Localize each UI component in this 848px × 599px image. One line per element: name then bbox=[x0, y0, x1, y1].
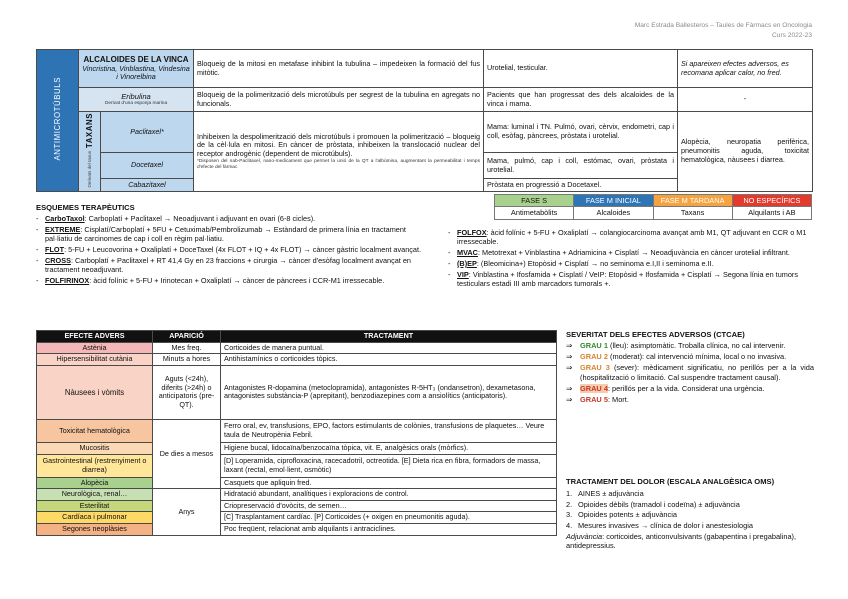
effect-hipersensibilitat: Hipersensibilitat cutània bbox=[37, 354, 153, 366]
effect-mucositis: Mucositis bbox=[37, 442, 153, 454]
treatment-hematologica: Ferro oral, ev, transfusions, EPO, factors estimulants de colònies, transfusions de plaquetes… Veure taula de Neutropènia Febril. bbox=[221, 419, 557, 442]
treatment-astenia: Corticoides de manera puntual. bbox=[221, 342, 557, 354]
effect-hematologica: Toxicitat hematològica bbox=[37, 419, 153, 442]
taxans-mechanism: Inhibeixen la despolimerització dels microtúbuls i promouen la polimerització – bloqueig de la cèl·lula en mitosi. En càncer de pròstata, inhibeixen la translocació nuclear del receptor androgènic (dependent de microtúbuls). *Disposen del nab-Paclitaxel, nano-medicament que permet la unió de la QT a l'albúmina, augmentant la permeabilitat i temps d'efecte del fàrmac bbox=[194, 112, 484, 192]
col-header-treatment: TRACTAMENT bbox=[221, 331, 557, 343]
treatment-alopecia: Casquets que apliquin fred. bbox=[221, 477, 557, 489]
effect-esterilitat: Esterilitat bbox=[37, 500, 153, 512]
legend-value-antimetabolits: Antimetabòlits bbox=[495, 207, 574, 219]
pain-list bbox=[566, 489, 814, 552]
treatment-neoplasies: Poc freqüent, relacionat amb alquilants i antraciclines. bbox=[221, 524, 557, 536]
esquemes-title: ESQUEMES TERAPÈUTICS bbox=[36, 203, 135, 212]
antimicrotubuls-group-label: ANTIMICROTÚBULS bbox=[37, 50, 79, 192]
list-item: - (B)EP: (Bleomicina+) Etopòsid + Cisplatí → no seminoma e.I,II i seminoma e.II. bbox=[448, 259, 814, 268]
taxans-label: TAXANS Derivats del taxus bbox=[79, 112, 101, 192]
pain-title: TRACTAMENT DEL DOLOR (ESCALA ANALGÈSICA OMS) bbox=[566, 477, 775, 486]
vinca-note: Si apareixen efectes adversos, es recomana aplicar calor, no fred. bbox=[678, 50, 813, 88]
effect-cardiaca: Cardíaca i pulmonar bbox=[37, 512, 153, 524]
treatment-cardiaca: [C] Trasplantament cardíac. [P] Corticoides (+ oxigen en pneumonitis aguda). bbox=[221, 512, 557, 524]
effect-neurologica: Neurològica, renal… bbox=[37, 489, 153, 501]
legend-header-no-especifics: NO ESPECÍFICS bbox=[732, 195, 811, 207]
onset-astenia: Mes freq. bbox=[153, 342, 221, 354]
list-item: - CROSS: Carboplatí + Paclitaxel + RT 41,4 Gy en 23 fraccions + cirurgia → càncer d'esòfag localment avançat en tractament neoadjuvant. bbox=[36, 256, 426, 275]
onset-nausees: Aguts (<24h), diferits (>24h) o anticipatoris (pre-QT). bbox=[153, 365, 221, 419]
legend-header-fase-s: FASE S bbox=[495, 195, 574, 207]
eribulina-cell: Eribulina Derivat d'una esponja marina bbox=[79, 88, 194, 112]
treatment-mucositis: Higiene bucal, lidocaïna/benzocaïna tòpica, vit. E, analgèsics orals (mòrfics). bbox=[221, 442, 557, 454]
eribulina-indication: Pacients que han progressat des dels alcaloides de la vinca i mama. bbox=[484, 88, 678, 112]
col-header-effect: EFECTE ADVERS bbox=[37, 331, 153, 343]
list-item: ⇒ GRAU 1 (lleu): asimptomàtic. Troballa clínica, no cal intervenir. bbox=[566, 341, 786, 350]
adverse-effects-table bbox=[36, 330, 557, 536]
author-line: Marc Estrada Ballesteros – Taules de Fàrmacs en Oncologia bbox=[634, 22, 812, 29]
list-item: - CarboTaxol: Carboplatí + Paclitaxel → Neoadjuvant i adjuvant en ovari (6-8 cicles). bbox=[36, 214, 426, 223]
effect-alopecia: Alopècia bbox=[37, 477, 153, 489]
treatment-gastrointestinal: [D] Loperamida, ciprofloxacina, racecadotril, octreotida. [E] Dieta rica en fibra, formadors de massa, laxant (rectal, emol·lient, osmòtic) bbox=[221, 454, 557, 477]
eribulina-mechanism: Bloqueig de la polimerització dels microtúbuls per segrest de la tubulina en agregats no funcionals. bbox=[194, 88, 484, 112]
effect-gastrointestinal: Gastrointestinal (restrenyiment o diarrea) bbox=[37, 454, 153, 477]
legend-value-alquilants: Alquilants i AB bbox=[732, 207, 811, 219]
vinca-indication: Urotelial, testicular. bbox=[484, 50, 678, 88]
cabazitaxel-indication: Pròstata en progressió a Docetaxel. bbox=[484, 179, 678, 192]
effect-nausees: Nàusees i vòmits bbox=[37, 365, 153, 419]
treatment-nausees: Antagonistes R-dopamina (metoclopramida), antagonistes R-5HT₃ (ondansetron), dexametasona, antagonistes substància-P (aprepitant), benzodiazepines com a ansiolítics (anticipatoris). bbox=[221, 365, 557, 419]
ctcae-title: SEVERITAT DELS EFECTES ADVERSOS (CTCAE) bbox=[566, 330, 745, 339]
list-item: - MVAC: Metotrexat + Vinblastina + Adriamicina + Cisplatí → Neoadjuvància en càncer urotelial infiltrant. bbox=[448, 248, 814, 257]
list-item: ⇒ GRAU 5: Mort. bbox=[566, 395, 629, 405]
onset-years: Anys bbox=[153, 489, 221, 536]
vinca-cell: ALCALOIDES DE LA VINCA Vincristina, Vinblastina, Vindesina i Vinorelbina bbox=[79, 50, 194, 88]
cabazitaxel-cell: Cabazitaxel bbox=[101, 179, 194, 192]
list-item: 4. Mesures invasives → clínica de dolor i anestesiologia bbox=[566, 520, 753, 530]
list-item: - FOLFIRINOX: àcid folínic + 5-FU + Irinotecan + Oxaliplatí → càncer de pàncrees i CCR-M1 irressecable. bbox=[36, 276, 426, 285]
treatment-esterilitat: Criopreservació d'ovòcits, de semen… bbox=[221, 500, 557, 512]
legend-header-fase-m-tardana: FASE M TARDANA bbox=[653, 195, 732, 207]
list-item: - FLOT: 5-FU + Leucovorina + Oxaliplatí + DoceTaxel (4x FLOT + IQ + 4x FLOT) → càncer gàstric localment avançat. bbox=[36, 245, 426, 254]
list-item: 1. AINES ± adjuvància bbox=[566, 489, 644, 498]
esquemes-left-list bbox=[36, 214, 426, 287]
effect-astenia: Astènia bbox=[37, 342, 153, 354]
list-item: ⇒ GRAU 3 (sever): mèdicament significatiu, no perillós per a la vida (hospitalització o limitació. Cal suspendre tractament causal). bbox=[566, 363, 814, 382]
col-header-onset: APARICIÓ bbox=[153, 331, 221, 343]
list-item: - FOLFOX: àcid folínic + 5-FU + Oxaliplatí → colangiocarcinoma avançat amb M1, QT adjuvant en CCR o M1 irressecable. bbox=[448, 228, 814, 247]
legend-value-alcaloides: Alcaloides bbox=[574, 207, 653, 219]
paclitaxel-indication: Mama: luminal i TN. Pulmó, ovari, cèrvix, endometri, cap i coll, esòfag, pàncrees, pròstata i urotelial. bbox=[484, 112, 678, 153]
legend-value-taxans: Taxans bbox=[653, 207, 732, 219]
list-item: 2. Opioides dèbils (tramadol i codeïna) ± adjuvància bbox=[566, 499, 740, 509]
list-item: - EXTREME: Cisplatí/Carboplatí + 5FU + Cetuximab/Pembrolizumab → Estàndard de primera línia en tractament pal·liatiu de carcinomes de cap i coll en règim pal·liatiu. bbox=[36, 225, 426, 244]
paclitaxel-cell: Paclitaxel* bbox=[101, 112, 194, 153]
onset-days: De dies a mesos bbox=[153, 419, 221, 488]
docetaxel-cell: Docetaxel bbox=[101, 153, 194, 179]
adjuvancia-note: Adjuvància: corticoides, anticonvulsivants (gabapentina i pregabalina), antidepressius. bbox=[566, 531, 797, 551]
treatment-hipersensibilitat: Antihistamínics o corticoides tòpics. bbox=[221, 354, 557, 366]
vinca-mechanism: Bloqueig de la mitosi en metafase inhibint la tubulina – impedeixen la formació del fus mitòtic. bbox=[194, 50, 484, 88]
antimicrotubuls-table bbox=[36, 49, 813, 192]
ctcae-list bbox=[566, 341, 814, 406]
esquemes-right-list bbox=[448, 228, 814, 290]
course-label: Curs 2022-23 bbox=[772, 32, 812, 39]
legend-header-fase-m-inicial: FASE M INICIAL bbox=[574, 195, 653, 207]
effect-neoplasies: Segones neoplàsies bbox=[37, 524, 153, 536]
onset-hipersensibilitat: Minuts a hores bbox=[153, 354, 221, 366]
eribulina-note: - bbox=[678, 88, 813, 112]
taxans-adverse: Alopècia, neuropatia perifèrica, pneumonitis aguda, toxicitat hematològica, nàusees i diarrea. bbox=[678, 112, 813, 192]
list-item: ⇒ GRAU 4: perillós per a la vida. Considerat una urgència. bbox=[566, 384, 765, 393]
list-item: - VIP: Vinblastina + Ifosfamida + Cisplatí / VeIP: Etopòsid + Ifosfamida + Cisplatí → Segona línia en tumors testiculars estadi III amb marcadors tumorals +. bbox=[448, 270, 814, 289]
phase-legend bbox=[494, 194, 812, 220]
list-item: 3. Opioides potents ± adjuvància bbox=[566, 510, 677, 520]
docetaxel-indication: Mama, pulmó, cap i coll, estómac, ovari, pròstata i urotelial. bbox=[484, 153, 678, 179]
treatment-neurologica: Hidratació abundant, analítiques i exploracions de control. bbox=[221, 489, 557, 501]
list-item: ⇒ GRAU 2 (moderat): cal intervenció mínima, local o no invasiva. bbox=[566, 352, 787, 362]
